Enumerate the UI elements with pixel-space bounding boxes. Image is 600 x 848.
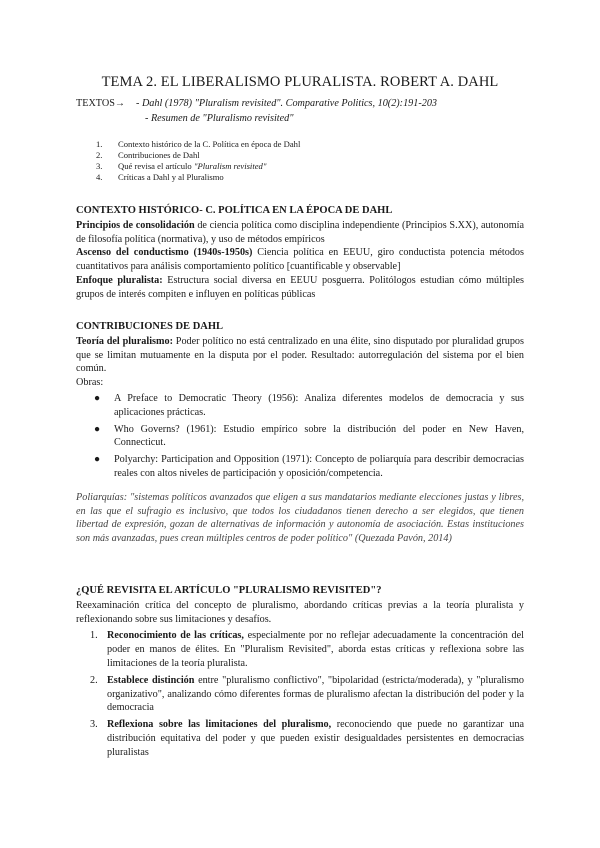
- list-item: 1. Reconocimiento de las críticas, especialmente por no reflejar adecuadamente la concentración del poder en manos de élites. En "Pluralism Revisited", aborda estas críticas y reflexiona sobre las limitaciones de la teoría pluralista.: [90, 630, 524, 669]
- section-contribuciones: [76, 320, 524, 546]
- poliarquias-quote: Poliarquías: "sistemas políticos avanzados que eligen a sus mandatarios mediante elecciones justas y libres, en las que el sufragio es inclusivo, que todos los ciudadanos tienen derecho a ser elegidos, que tienen libertad de expresión, gozan de alternativas de información y autonomía de asociación. Estas instituciones son más avanzadas, pues crean múltiples centros de poder político" (Quezada Pavón, 2014): [76, 491, 524, 545]
- revisita-list: [76, 629, 524, 759]
- document-title: TEMA 2. EL LIBERALISMO PLURALISTA. ROBERT A. DAHL: [101, 74, 499, 90]
- paragraph: Teoría del pluralismo: Poder político no está centralizado en una élite, sino disputado por pluralidad grupos que se limitan mutuamente en la disputa por el poder. Resultado: autorregulación del sistema por el bien común.: [76, 335, 524, 375]
- toc-item: 4. Críticas a Dahl y al Pluralismo: [96, 172, 224, 182]
- paragraph: Ascenso del conductismo (1940s-1950s) Ciencia política en EEUU, giro conductista potencia métodos cuantitativos para análisis comportamiento político [cuantificable y observable]: [76, 247, 524, 273]
- toc-item: 1. Contexto histórico de la C. Política en época de Dahl: [96, 139, 301, 149]
- list-item: ● Polyarchy: Participation and Opposition (1971): Concepto de poliarquía para describir democracias reales con altos niveles de participación y oposición/competencia.: [94, 454, 524, 479]
- table-of-contents: [96, 139, 300, 183]
- textos-ref-1: - Dahl (1978) "Pluralism revisited". Comparative Politics, 10(2):191-203: [136, 98, 438, 109]
- list-item: ● Who Governs? (1961): Estudio empírico sobre la distribución del poder en New Haven, Connecticut.: [94, 423, 524, 449]
- section-heading: ¿QUÉ REVISITA EL ARTÍCULO "PLURALISMO REVISITED"?: [76, 585, 382, 596]
- section-heading: CONTRIBUCIONES DE DAHL: [76, 321, 224, 332]
- toc-item: 2. Contribuciones de Dahl: [96, 150, 200, 160]
- section-contexto: [76, 204, 524, 302]
- paragraph: Reexaminación crítica del concepto de pluralismo, abordando críticas previas a la teoría pluralista y reflexionando sobre sus limitaciones y desafíos.: [76, 599, 524, 625]
- list-item: 3. Reflexiona sobre las limitaciones del pluralismo, reconociendo que puede no garantizar una distribución equitativa del poder y que pueden existir desigualdades persistentes en democracias pluralistas: [90, 719, 524, 758]
- toc-item: 3. Qué revisa el artículo "Pluralism revisited": [96, 161, 267, 171]
- list-item: ● A Preface to Democratic Theory (1956): Analiza diferentes modelos de democracia y sus aplicaciones prácticas.: [94, 392, 524, 418]
- list-item: 2. Establece distinción entre "pluralismo conflictivo", "bipolaridad (estricta/moderada), y "pluralismo organizativo", analizando cómo diferentes formas de pluralismo afectan la distribución del poder y la democracia: [90, 674, 524, 714]
- obras-label: Obras:: [76, 377, 104, 389]
- section-revisita: [76, 584, 524, 763]
- section-heading: CONTEXTO HISTÓRICO- C. POLÍTICA EN LA ÉPOCA DE DAHL: [76, 205, 393, 216]
- paragraph: Principios de consolidación de ciencia política como disciplina independiente (Principios S.XX), autonomía de filosofía política (normativa), y uso de métodos empíricos: [76, 219, 524, 245]
- obras-list: [76, 392, 524, 481]
- textos-ref-2: - Resumen de "Pluralismo revisited": [145, 113, 294, 124]
- paragraph: Enfoque pluralista: Estructura social diversa en EEUU posguerra. Politólogos estudian cómo múltiples grupos de interés compiten e influyen en políticas públicas: [76, 274, 524, 300]
- textos-label: TEXTOS→: [76, 98, 126, 109]
- textos-block: [76, 96, 437, 126]
